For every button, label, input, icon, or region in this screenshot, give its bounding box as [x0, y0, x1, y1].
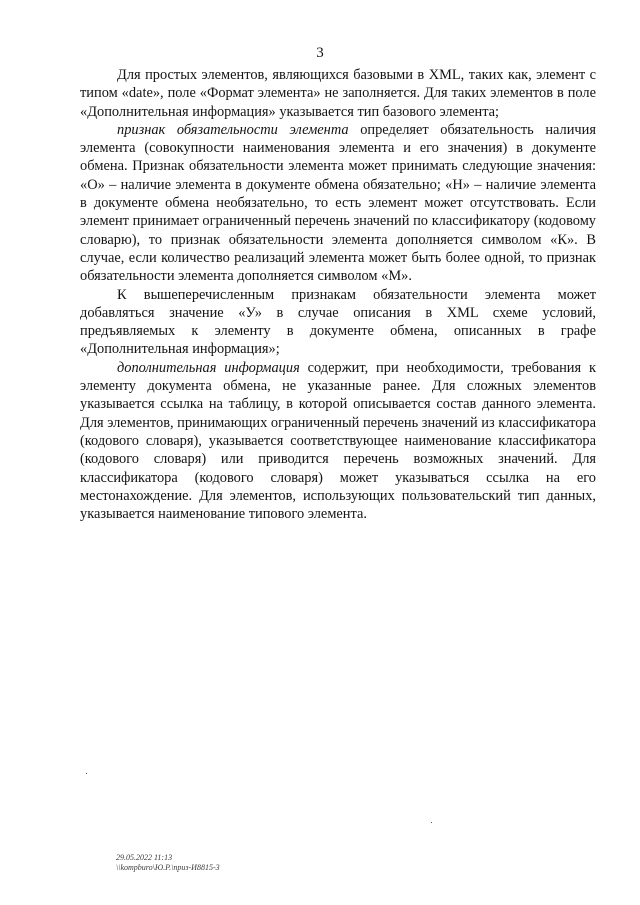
scan-speck [431, 822, 432, 823]
paragraph-text: К вышеперечисленным признакам обязательности элемента может добавляться значение «У» в случае описания в XML схеме условий, предъявляемых к элементу в документе обмена, описанных в графе «Дополнительная информация»; [80, 286, 596, 358]
paragraph-condition-flag [80, 286, 596, 359]
paragraph-required-flag [80, 121, 596, 286]
paragraph-text: Для простых элементов, являющихся базовыми в XML, таких как, элемент с типом «date», поле «Формат элемента» не заполняется. Для таких элементов в поле «Дополнительная информация» указывается тип базового элемента; [80, 67, 596, 120]
file-footer [116, 853, 220, 873]
paragraph-simple-elements [80, 66, 596, 121]
footer-timestamp: 29.05.2022 11:13 [116, 853, 173, 862]
paragraph-text: определяет обязательность наличия элемента (совокупности наименования элемента и его значения) в документе обмена. Признак обязательности элемента может принимать следующие значения: «О» – наличие элемента в документе обмена обязательно; «Н» – наличие элемента в документе обмена необязательно, то есть элемент может отсутствовать. Если элемент принимает ограниченный перечень значений по классификатору (кодовому словарю), то признак обязательности элемента дополняется символом «К». В случае, если количество реализаций элемента может быть более одной, то признак обязательности элемента дополняется символом «М». [80, 121, 596, 285]
body-text [80, 66, 596, 523]
term-additional-info: дополнительная информация [117, 359, 300, 376]
page-number: 3 [316, 45, 324, 61]
scan-speck [86, 773, 87, 774]
paragraph-additional-info [80, 359, 596, 524]
footer-file-path: \\kompburo\Ю.Р.\приз-И8815-3 [116, 863, 220, 872]
term-required-flag: признак обязательности элемента [117, 121, 349, 138]
paragraph-text: содержит, при необходимости, требования к элементу документа обмена, не указанные ранее. Для сложных элементов указывается ссылка на таблицу, в которой описывается состав данного элемента. Для элементов, принимающих ограниченный перечень значений из классификатора (кодового словаря), указывается соответствующее наименование классификатора (кодового словаря) или приводится перечень возможных значений. Для классификатора (кодового словаря) может указываться ссылка на его местонахождение. Для элементов, использующих пользовательский тип данных, указывается наименование типового элемента. [80, 359, 597, 523]
